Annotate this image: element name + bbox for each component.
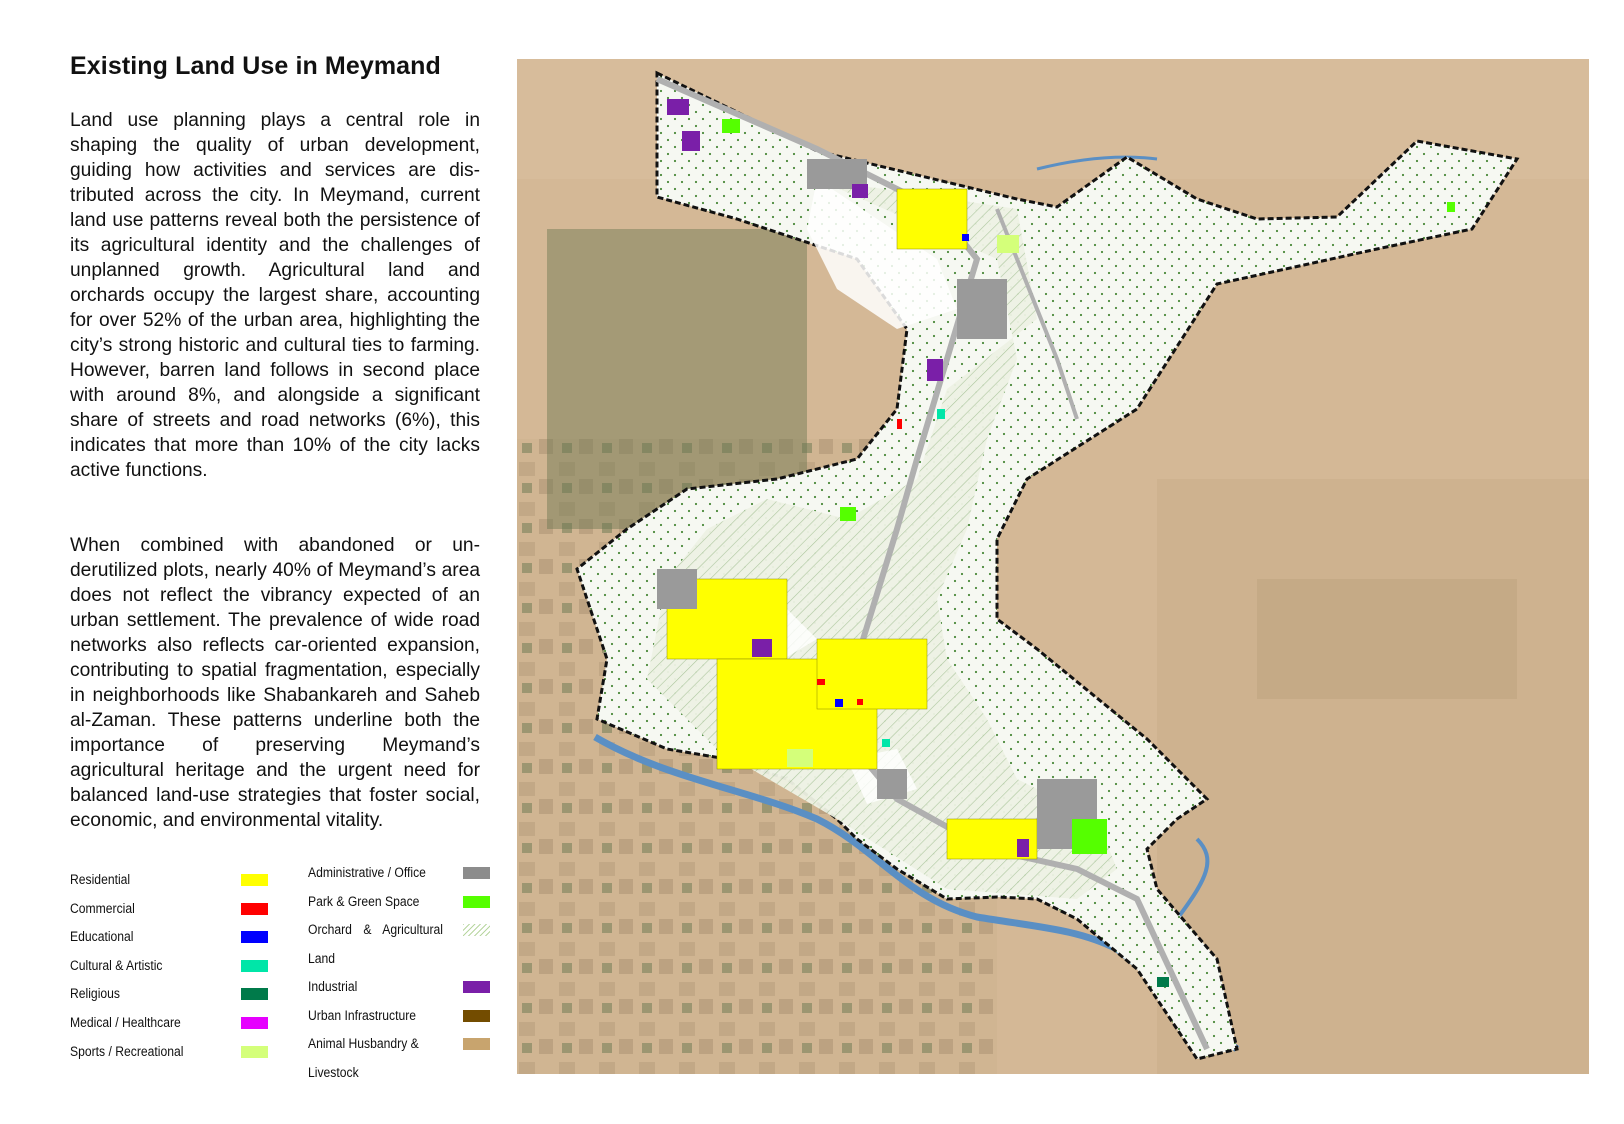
legend-item-orchard — [308, 916, 493, 973]
legend-swatch — [241, 874, 268, 886]
legend-label: Park & Green Space — [308, 893, 420, 909]
paragraph-intro: Land use planning plays a central role in shaping the quality of urban development, guiding how activities and services are distributed across the city. In Meymand, current land use patterns reveal both the persistence of its agricultural identity and the challenges of unplanned growth. Agricultural land and orchards occupy the largest share, accounting for over 52% of the urban area, highlighting the city’s strong historic and cultural ties to farming. However, barren land follows in second place with around 8%, and alongside a significant share of streets and road networks (6%), this indicates that more than 10% of the city lacks active functions. — [70, 110, 480, 481]
legend-column-1 — [70, 866, 270, 1066]
legend-item-park — [308, 888, 493, 917]
legend-swatch — [463, 1010, 490, 1022]
legend-swatch — [463, 867, 490, 879]
legend-label: Orchard & Agricultural Land — [308, 922, 443, 966]
legend-item-infrastructure — [308, 1002, 493, 1031]
legend-swatch — [241, 988, 268, 1000]
legend-label: Cultural & Artistic — [70, 957, 163, 973]
legend-swatch — [241, 1017, 268, 1029]
legend-swatch — [241, 960, 268, 972]
legend-swatch-hatch — [463, 924, 490, 936]
legend-item-cultural — [70, 952, 270, 981]
legend-label: Industrial — [308, 979, 358, 995]
legend-label: Sports / Recreational — [70, 1043, 184, 1059]
legend-swatch — [241, 903, 268, 915]
legend-swatch — [241, 1046, 268, 1058]
legend-item-commercial — [70, 895, 270, 924]
legend-item-sports — [70, 1038, 270, 1067]
legend-label: Urban Infrastructure — [308, 1007, 417, 1023]
legend-swatch — [463, 896, 490, 908]
legend-swatch — [463, 1038, 490, 1050]
legend-item-religious — [70, 980, 270, 1009]
legend-label: Medical / Healthcare — [70, 1014, 181, 1030]
legend-item-residential — [70, 866, 270, 895]
page-title: Existing Land Use in Meymand — [70, 52, 441, 80]
legend-column-2 — [308, 859, 493, 1087]
legend-label: Animal Husbandry & Livestock — [308, 1036, 419, 1080]
religious-parcel — [1157, 977, 1169, 987]
legend-item-animal-husbandry — [308, 1030, 493, 1087]
legend-item-medical — [70, 1009, 270, 1038]
legend-item-industrial — [308, 973, 493, 1002]
map-svg — [517, 59, 1589, 1074]
legend-label: Administrative / Office — [308, 865, 426, 880]
paragraph-analysis: When combined with abandoned or underutilized plots, nearly 40% of Meymand’s area does not reflect the vibrancy expected of an urban settlement. The prevalence of wide road networks also reflects car-oriented expansion, contributing to spatial fragmentation, especially in neighborhoods like Shabankareh and Saheb al-Zaman. These patterns underline both the importance of preserving Meymand’s agricultural heritage and the urgent need for balanced land-use strategies that foster social, economic, and environmental vitality. — [70, 535, 480, 831]
legend-swatch — [463, 981, 490, 993]
legend-item-administrative — [308, 859, 493, 888]
legend-label: Educational — [70, 929, 134, 945]
legend-label: Residential — [70, 872, 131, 887]
legend-label: Commercial — [70, 900, 135, 916]
legend-item-educational — [70, 923, 270, 952]
legend-label: Religious — [70, 986, 120, 1002]
legend-swatch — [241, 931, 268, 943]
land-use-map[interactable] — [517, 59, 1589, 1074]
